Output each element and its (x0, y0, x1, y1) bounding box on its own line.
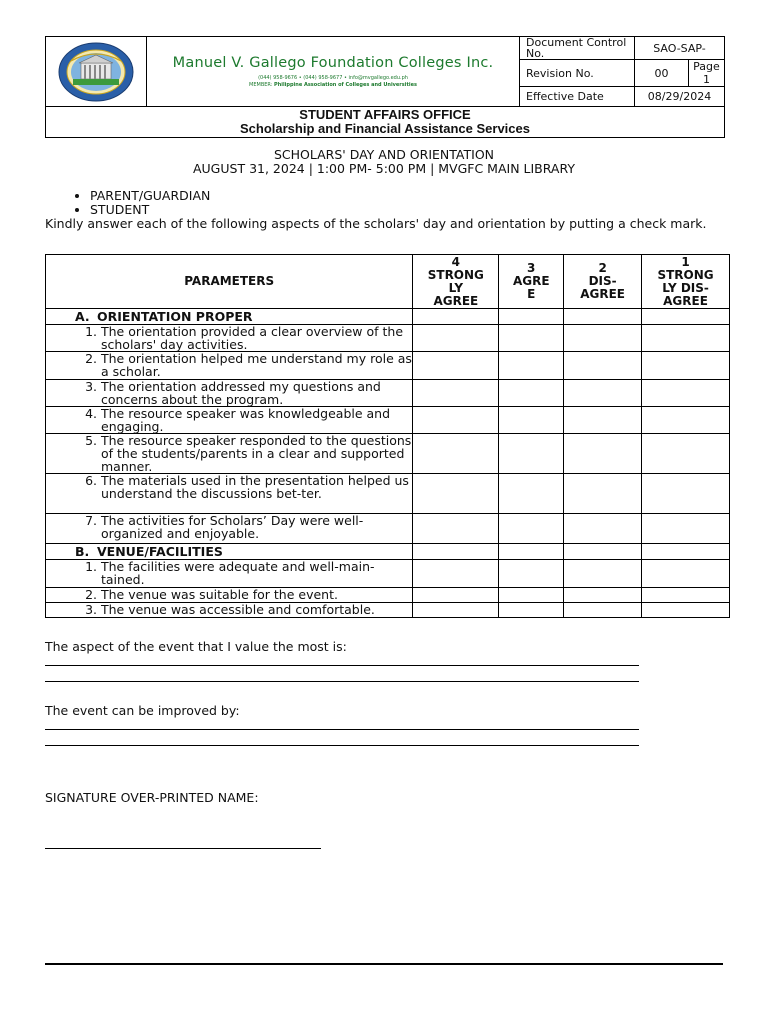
page-number: Page 1 (693, 60, 720, 86)
rating-cell[interactable] (499, 380, 564, 407)
rating-cell[interactable] (642, 325, 730, 352)
rating-cell[interactable] (642, 588, 730, 603)
effective-date-label: Effective Date (520, 87, 635, 106)
college-seal-logo (46, 37, 147, 106)
section-b-heading: B. VENUE/FACILITIES (75, 544, 223, 559)
rating-cell[interactable] (564, 560, 642, 588)
service-title: Scholarship and Financial Assistance Services (240, 121, 530, 136)
rating-cell[interactable] (564, 474, 642, 514)
table-row: 1. The orientation provided a clear overview of the scholars' day activities. (85, 324, 404, 352)
rating-cell[interactable] (413, 407, 499, 434)
rating-cell[interactable] (413, 352, 499, 380)
revision-value: 00 (635, 60, 689, 86)
rating-cell[interactable] (499, 434, 564, 474)
rating-cell[interactable] (642, 514, 730, 544)
effective-date-value: 08/29/2024 (647, 90, 712, 103)
event-title: SCHOLARS' DAY AND ORIENTATION (273, 147, 495, 162)
rating-cell[interactable] (499, 603, 564, 618)
table-row: 5. The resource speaker responded to the questions of the students/parents in a clear and supported manner. (85, 433, 412, 474)
table-row: 4. The resource speaker was knowledgeable and engaging. (85, 406, 391, 434)
rating-cell[interactable] (413, 474, 499, 514)
signature-label: SIGNATURE OVER-PRINTED NAME: (45, 790, 259, 805)
doc-control-value: SAO-SAP- (653, 41, 706, 55)
member-prefix: MEMBER: (249, 82, 273, 88)
rating-cell[interactable] (413, 434, 499, 474)
revision-label: Revision No. (520, 60, 635, 86)
rating-cell[interactable] (413, 325, 499, 352)
respondent-options (68, 189, 210, 217)
document-header (45, 36, 725, 138)
document-control-box (520, 37, 724, 106)
rating-cell[interactable] (413, 380, 499, 407)
office-title: STUDENT AFFAIRS OFFICE (299, 107, 471, 122)
rating-cell[interactable] (564, 325, 642, 352)
rating-cell[interactable] (642, 407, 730, 434)
college-contact: (044) 958-9676 • (044) 958-9677 • info@mvgallego.edu.ph (258, 75, 408, 81)
rating-cell[interactable] (642, 434, 730, 474)
survey-table (45, 254, 730, 618)
rating-cell[interactable] (413, 603, 499, 618)
answer-line[interactable] (45, 665, 639, 666)
header-parameters: PARAMETERS (46, 255, 413, 309)
rating-cell[interactable] (499, 514, 564, 544)
rating-cell[interactable] (499, 560, 564, 588)
rating-cell[interactable] (499, 588, 564, 603)
college-name: Manuel V. Gallego Foundation Colleges Inc. (172, 55, 494, 71)
header-strongly-agree: 4 STRONG LY AGREE (413, 255, 499, 309)
rating-cell[interactable] (499, 407, 564, 434)
rating-cell[interactable] (642, 474, 730, 514)
instruction-text: Kindly answer each of the following aspects of the scholars' day and orientation by putting a check mark. (45, 216, 707, 231)
option-student[interactable]: • STUDENT (90, 203, 210, 217)
rating-cell[interactable] (564, 352, 642, 380)
rating-cell[interactable] (413, 560, 499, 588)
rating-cell[interactable] (413, 514, 499, 544)
rating-cell[interactable] (564, 380, 642, 407)
answer-line[interactable] (45, 729, 639, 730)
answer-line[interactable] (45, 681, 639, 682)
doc-control-label: Document Control No. (520, 37, 635, 59)
rating-cell[interactable] (642, 352, 730, 380)
rating-cell[interactable] (564, 603, 642, 618)
table-row: 7. The activities for Scholars’ Day were well-organized and enjoyable. (85, 513, 364, 541)
event-details: AUGUST 31, 2024 | 1:00 PM- 5:00 PM | MVGFC MAIN LIBRARY (192, 161, 575, 176)
rating-cell[interactable] (499, 474, 564, 514)
header-strongly-disagree: 1 STRONG LY DIS- AGREE (642, 255, 730, 309)
member-org: Philippine Association of Colleges and Universities (274, 82, 417, 88)
rating-cell[interactable] (642, 560, 730, 588)
member-line (249, 82, 417, 88)
rating-cell[interactable] (642, 603, 730, 618)
section-a-heading: A. ORIENTATION PROPER (75, 309, 253, 324)
rating-cell[interactable] (564, 407, 642, 434)
rating-cell[interactable] (564, 434, 642, 474)
header-agree: 3 AGRE E (499, 255, 564, 309)
option-parent-guardian[interactable]: • PARENT/GUARDIAN (90, 189, 210, 203)
question-improved-by: The event can be improved by: (45, 703, 240, 718)
answer-line[interactable] (45, 745, 639, 746)
table-row: 3. The venue was accessible and comfortable. (85, 602, 375, 617)
rating-cell[interactable] (499, 352, 564, 380)
table-row: 6. The materials used in the presentation helped us understand the discussions bet-ter. (85, 473, 409, 501)
rating-cell[interactable] (499, 325, 564, 352)
rating-cell[interactable] (413, 588, 499, 603)
table-row: 1. The facilities were adequate and well-main-tained. (85, 559, 375, 587)
rating-cell[interactable] (564, 514, 642, 544)
signature-line[interactable] (45, 848, 321, 849)
table-row: 2. The venue was suitable for the event. (85, 587, 338, 602)
question-valued-most: The aspect of the event that I value the most is: (45, 639, 347, 654)
footer-divider (45, 963, 723, 965)
rating-cell[interactable] (564, 588, 642, 603)
rating-cell[interactable] (642, 380, 730, 407)
header-disagree: 2 DIS- AGREE (564, 255, 642, 309)
table-row: 3. The orientation addressed my questions and concerns about the program. (85, 379, 381, 407)
table-row: 2. The orientation helped me understand my role as a scholar. (85, 351, 412, 379)
